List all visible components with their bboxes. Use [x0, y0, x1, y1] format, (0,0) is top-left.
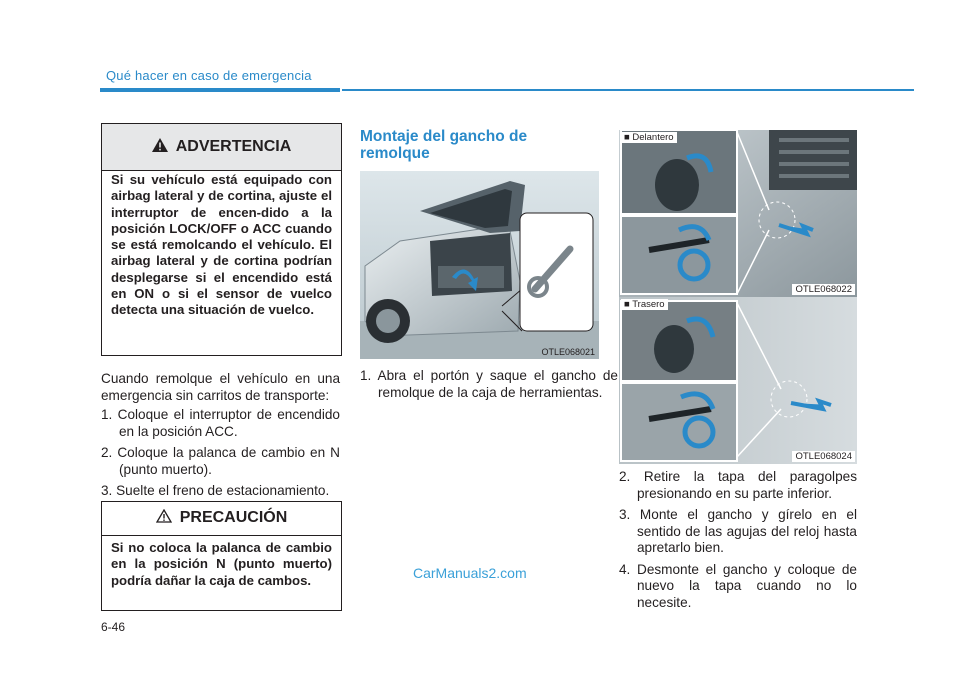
watermark: CarManuals2.com	[413, 565, 527, 581]
warning-text: Si su vehículo está equipado con airbag lateral y de cortina, ajuste el interruptor de encen-dido a la posición LOCK/OFF o ACC cuando se está remolcando el vehículo. El airbag lateral y de cortina podrían desplegarse si el encendido está en ON o si el sensor de vuelco detecta una situación de vuelco.	[111, 172, 332, 318]
warning-box	[101, 123, 342, 356]
caution-title: PRECAUCIÓN	[179, 509, 288, 526]
warning-header	[102, 124, 341, 170]
subsection-heading: Montaje del gancho de remolque	[360, 128, 528, 162]
header-rule-thin	[342, 89, 914, 91]
right-column-steps	[619, 469, 857, 611]
rear-bumper-figure	[619, 297, 857, 464]
list-item: 1. Coloque el interruptor de encendido en la posición ACC.	[101, 407, 340, 439]
rear-label: ■ Trasero	[621, 299, 668, 310]
front-figure-code: OTLE068022	[792, 284, 855, 295]
caution-text: Si no coloca la palanca de cambio en la posición N (punto muerto) podría dañar la caja de cambos.	[111, 540, 332, 588]
front-bumper-illustration	[619, 130, 857, 297]
warning-triangle-icon	[152, 138, 168, 152]
list-item: 2. Coloque la palanca de cambio en N (punto muerto).	[101, 445, 340, 477]
car-tailgate-illustration	[360, 171, 599, 359]
front-label: ■ Delantero	[621, 132, 677, 143]
warning-title: ADVERTENCIA	[175, 138, 292, 155]
list-item: 1. Abra el portón y saque el gancho de remolque de la caja de herramientas.	[360, 368, 618, 400]
front-bumper-figure	[619, 130, 857, 297]
figure-code: OTLE068021	[541, 347, 595, 357]
rear-figure-code: OTLE068024	[792, 451, 855, 462]
page-number: 6-46	[101, 620, 126, 634]
tailgate-figure	[360, 171, 599, 359]
left-column	[101, 371, 340, 500]
list-item: 4. Desmonte el gancho y coloque de nuevo la tapa cuando no lo necesite.	[619, 561, 857, 610]
header-rule-thick	[100, 88, 340, 92]
section-title: Qué hacer en caso de emergencia	[106, 68, 312, 83]
caution-box	[101, 501, 342, 611]
caution-header	[102, 502, 341, 535]
list-item: 2. Retire la tapa del paragolpes presionando en su parte inferior.	[619, 469, 857, 501]
caution-triangle-icon	[156, 509, 172, 523]
list-item: 3. Monte el gancho y gírelo en el sentido de las agujas del reloj hasta apretarlo bien.	[619, 507, 857, 555]
rear-bumper-illustration	[619, 297, 857, 464]
list-item: 3. Suelte el freno de estacionamiento.	[101, 483, 330, 498]
intro-paragraph: Cuando remolque el vehículo en una emergencia sin carritos de transporte:	[101, 371, 340, 403]
